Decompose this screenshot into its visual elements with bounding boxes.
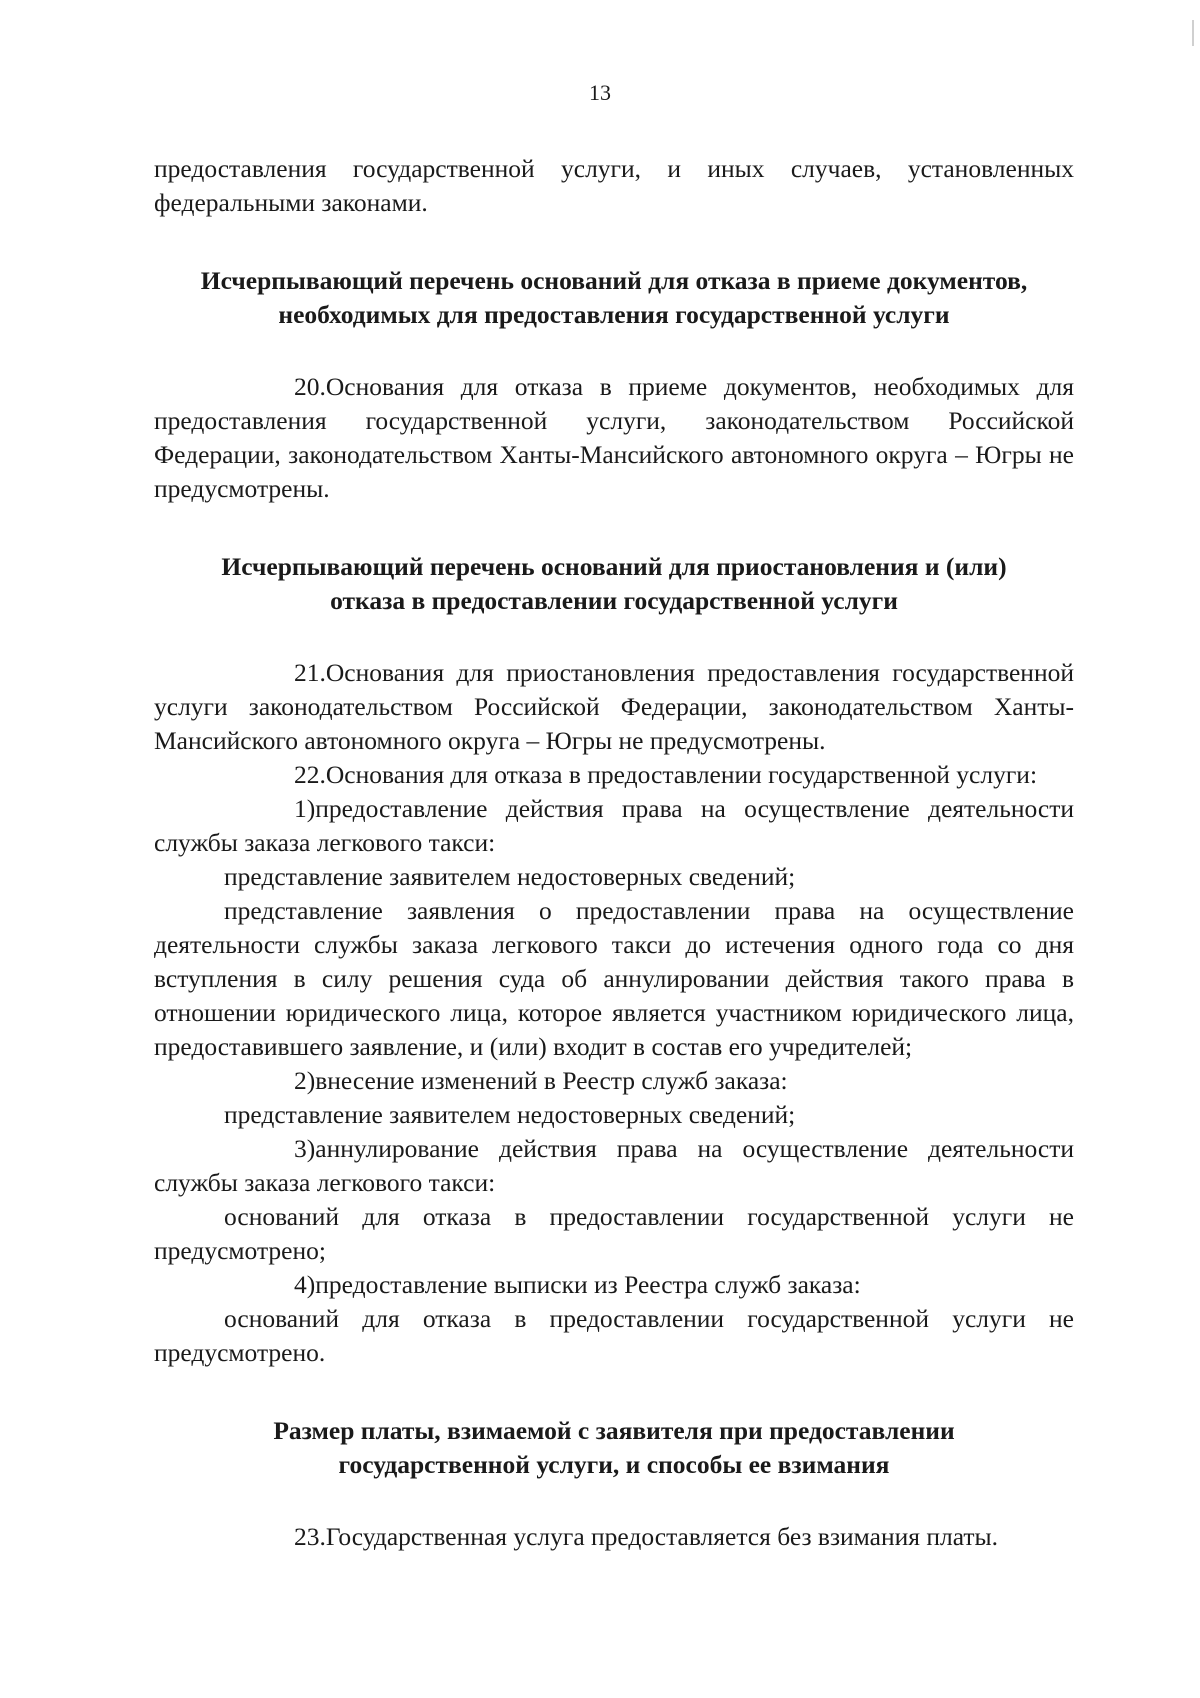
paragraph-22 [154,758,1074,792]
page-number: 13 [589,80,611,105]
paragraph-21 [154,656,1074,758]
list-item-4 [154,1268,1074,1302]
list-item-number: 4) [294,1270,316,1299]
list-item-number: 3) [294,1134,316,1163]
list-item-number: 2) [294,1066,316,1095]
scan-edge-mark [1192,20,1194,46]
list-item-3 [154,1132,1074,1200]
paragraph-23 [154,1520,1074,1554]
section-heading-suspension-refusal: Исчерпывающий перечень оснований для приостановления и (или) отказа в предоставлении государственной услуги [221,552,1007,615]
list-item-number: 1) [294,794,316,823]
list-item-4-sub-1: оснований для отказа в предоставлении государственной услуги не предусмотрено. [154,1304,1074,1367]
section-heading-refusal-acceptance: Исчерпывающий перечень оснований для отказа в приеме документов, необходимых для предоставления государственной услуги [200,266,1028,329]
paragraph-number: 20. [294,372,326,401]
list-item-text: предоставление выписки из Реестра служб заказа: [315,1270,861,1299]
paragraph-text: Основания для отказа в приеме документов, необходимых для предоставления государственной услуги, законодательством Российской Федерации, законодательством Ханты-Мансийского автономного округа – Югры не предусмотрены. [154,372,1074,503]
list-item-text: внесение изменений в Реестр служб заказа: [315,1066,788,1095]
paragraph-number: 21. [294,658,326,687]
list-item-text: аннулирование действия права на осуществление деятельности службы заказа легкового такси: [154,1134,1074,1197]
paragraph-text: Основания для отказа в предоставлении государственной услуги: [325,760,1038,789]
list-item-2-sub-1: представление заявителем недостоверных сведений; [224,1100,796,1129]
list-item-1 [154,792,1074,860]
paragraph-number: 23. [294,1522,326,1551]
paragraph-text: Государственная услуга предоставляется без взимания платы. [325,1522,999,1551]
list-item-1-sub-1: представление заявителем недостоверных сведений; [224,862,796,891]
list-item-text: предоставление действия права на осуществление деятельности службы заказа легкового такси: [154,794,1074,857]
list-item-2 [154,1064,1074,1098]
list-item-1-sub-2: представление заявления о предоставлении права на осуществление деятельности службы заказа легкового такси до истечения одного года со дня вступления в силу решения суда об аннулировании действия такого права в отношении юридического лица, которое является участником юридического лица, предоставившего заявление, и (или) входит в состав его учредителей; [154,896,1074,1061]
paragraph-20 [154,370,1074,506]
paragraph-intro: предоставления государственной услуги, и иных случаев, установленных федеральными законами. [154,154,1074,217]
document-body [154,152,1074,1554]
section-heading-fee: Размер платы, взимаемой с заявителя при предоставлении государственной услуги, и способы ее взимания [273,1416,955,1479]
paragraph-number: 22. [294,760,326,789]
paragraph-text: Основания для приостановления предоставления государственной услуги законодательством Российской Федерации, законодательством Ханты-Мансийского автономного округа – Югры не предусмотрены. [154,658,1074,755]
list-item-3-sub-1: оснований для отказа в предоставлении государственной услуги не предусмотрено; [154,1202,1074,1265]
